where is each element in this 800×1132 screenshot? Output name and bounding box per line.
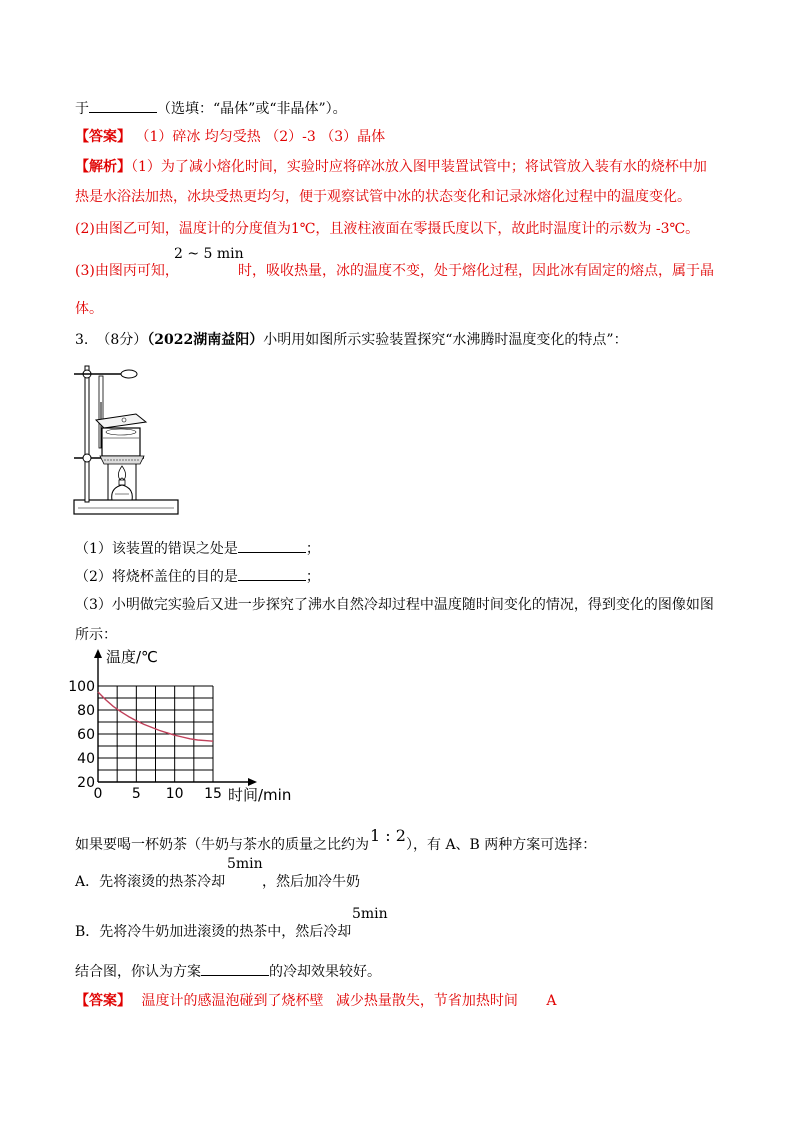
y-tick-label: 20 bbox=[77, 775, 95, 791]
y-tick-label: 80 bbox=[77, 703, 95, 719]
boiling-apparatus-figure bbox=[72, 362, 182, 522]
option-a bbox=[75, 873, 225, 891]
q3-sub3-line2: 所示： bbox=[75, 627, 117, 643]
sub2-text: （2）将烧杯盖住的目的是 bbox=[75, 569, 238, 585]
sub1-semicolon: ； bbox=[305, 541, 320, 557]
y-axis-arrow bbox=[94, 649, 102, 658]
conclusion-blank bbox=[201, 961, 269, 976]
conclusion-text-a: 结合图，你认为方案 bbox=[75, 964, 201, 980]
q2-tail-line bbox=[75, 98, 347, 118]
q2-tail-suffix: （选填：“晶体”或“非晶体”）。 bbox=[157, 101, 347, 117]
milk-text-a: 如果要喝一杯奶茶（牛奶与茶水的质量之比约为 bbox=[75, 837, 369, 853]
q2-answer-line bbox=[75, 128, 385, 146]
q2-tail-prefix: 于 bbox=[75, 101, 89, 117]
q3-answer-line bbox=[75, 992, 556, 1010]
milk-text-b: ），有 A、B 两种方案可选择： bbox=[406, 837, 597, 853]
q3-sub3-line1: （3）小明做完实验后又进一步探究了沸水自然冷却过程中温度随时间变化的情况，得到变化的图像如图 bbox=[75, 597, 714, 613]
q3-answer-1: 温度计的感温泡碰到了烧杯壁 bbox=[141, 993, 324, 1009]
q3-sub1 bbox=[75, 538, 320, 558]
q2-analysis-line5: 体。 bbox=[75, 301, 103, 317]
q2-analysis-line4 bbox=[75, 262, 179, 280]
q3-answer-tag: 【答案】 bbox=[75, 993, 131, 1009]
mass-ratio: 1 : 2 bbox=[370, 826, 406, 845]
conclusion-line bbox=[75, 961, 381, 981]
x-tick-label: 0 bbox=[93, 786, 103, 802]
x-tick-label: 5 bbox=[131, 786, 141, 802]
option-a-time: 5min bbox=[227, 856, 263, 872]
q3-number: 3. bbox=[75, 332, 89, 348]
option-b-text: B．先将冷牛奶加进滚烫的热茶中，然后冷却 bbox=[75, 924, 352, 940]
q3-heading bbox=[75, 331, 628, 349]
y-tick-label: 40 bbox=[77, 751, 95, 767]
sub1-blank bbox=[238, 538, 306, 553]
answer-tag: 【答案】 bbox=[75, 129, 131, 145]
y-tick-label: 60 bbox=[77, 727, 95, 743]
chart-axes bbox=[94, 649, 257, 786]
q2-analysis-line1 bbox=[75, 158, 707, 176]
math-time-range: 2 ~ 5 min bbox=[174, 246, 244, 262]
x-tick-label: 15 bbox=[204, 786, 222, 802]
q2-analysis-line3: (2)由图乙可知，温度计的分度值为1℃，且液柱液面在零摄氏度以下，故此时温度计的示数为 -3℃。 bbox=[75, 221, 700, 237]
q2-analysis-line4b: 时，吸收热量，冰的温度不变，处于熔化过程，因此冰有固定的熔点，属于晶 bbox=[238, 263, 714, 279]
q2-blank bbox=[89, 98, 157, 113]
cooling-curve-chart bbox=[66, 648, 306, 808]
option-b-time: 5min bbox=[352, 906, 388, 922]
chart-grid bbox=[98, 686, 213, 782]
q3-answer-2: 减少热量散失，节省加热时间 bbox=[335, 993, 518, 1009]
analysis-tag: 【解析】 bbox=[75, 159, 131, 175]
sub1-text: （1）该装置的错误之处是 bbox=[75, 541, 238, 557]
chart-tick-labels bbox=[68, 648, 291, 804]
option-a-text: A．先将滚烫的热茶冷却 bbox=[75, 874, 226, 890]
option-a-tail: ，然后加冷牛奶 bbox=[262, 874, 360, 890]
analysis-text-1: （1）为了减小熔化时间，实验时应将碎冰放入图甲装置试管中；将试管放入装有水的烧杯中加 bbox=[131, 159, 707, 175]
analysis-text-4a: (3)由图丙可知， bbox=[75, 263, 179, 279]
q2-answer-text: （1）碎冰 均匀受热 （2）-3 （3）晶体 bbox=[135, 129, 386, 145]
sub2-semicolon: ； bbox=[305, 569, 320, 585]
x-tick-label: 10 bbox=[165, 786, 184, 802]
q3-answer-3: A bbox=[546, 993, 557, 1009]
q2-analysis-line2: 热是水浴法加热，冰块受热更均匀，便于观察试管中冰的状态变化和记录冰熔化过程中的温度变化。 bbox=[75, 189, 691, 205]
milk-tea-line bbox=[75, 836, 369, 854]
option-b bbox=[75, 923, 351, 941]
q3-source: （2022湖南益阳） bbox=[147, 332, 264, 348]
q3-sub2 bbox=[75, 566, 320, 586]
y-tick-label: 100 bbox=[68, 679, 95, 695]
x-axis-arrow bbox=[248, 778, 257, 786]
q3-stem: 小明用如图所示实验装置探究“水沸腾时温度变化的特点”： bbox=[263, 332, 628, 348]
sub2-blank bbox=[238, 566, 306, 581]
x-axis-label: 时间/min bbox=[228, 786, 292, 804]
q3-score: （8分） bbox=[96, 332, 148, 348]
y-axis-label: 温度/℃ bbox=[106, 648, 158, 666]
conclusion-text-b: 的冷却效果较好。 bbox=[269, 964, 381, 980]
